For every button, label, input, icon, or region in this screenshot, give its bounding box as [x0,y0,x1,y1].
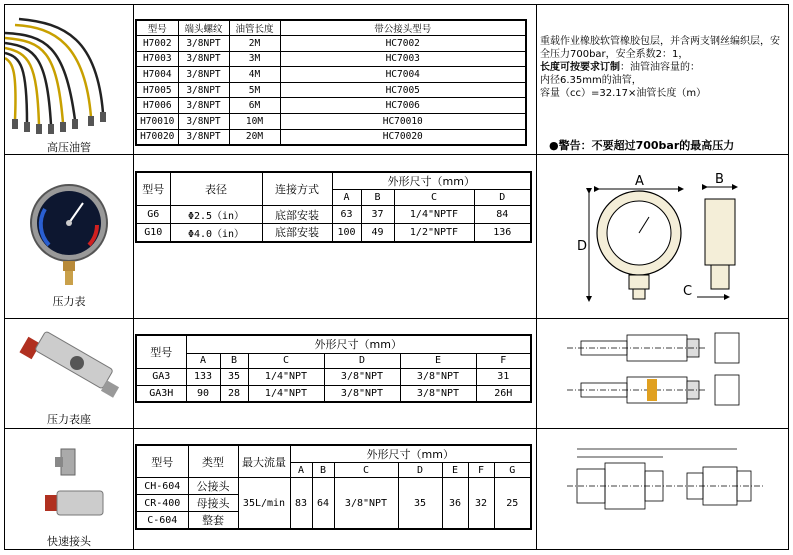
cell: A [186,353,220,368]
cell: 5M [229,82,280,98]
hose-note [540,35,788,100]
cell: 136 [474,224,531,242]
cell: H7005 [136,82,178,98]
table-row [136,114,526,130]
hose-header-model: 型号 [136,20,178,36]
hose-header-thread: 端头螺纹 [178,20,229,36]
cell: 底部安装 [262,224,332,242]
cell: 63 [332,206,361,224]
adapter-caption: 压力表座 [47,413,91,426]
cell: 3/8NPT [178,114,229,130]
cell: 1/2"NPTF [394,224,474,242]
gauge-adapter-image [5,319,133,409]
hose-note-cell [536,4,789,155]
cell: G10 [136,224,170,242]
coupler-table-cell [133,428,537,550]
cell: 35 [398,478,442,530]
cell: Φ2.5（in） [170,206,262,224]
hose-table [135,19,527,146]
table-row [136,51,526,67]
cell: 1/4"NPT [248,385,324,402]
cell: A [290,463,312,478]
hose-warning: ●警告：不要超过700bar的最高压力 [549,139,735,152]
cell: 母接头 [188,495,238,512]
cell: 31 [476,368,531,385]
cell: E [442,463,468,478]
cell: 83 [290,478,312,530]
table-row [136,385,531,402]
adapter-diagram-cell [536,318,789,429]
gauge-table-cell [133,154,537,319]
cell: D [474,190,531,206]
cell: HC7005 [280,82,526,98]
coupler-header-type: 类型 [188,445,238,478]
gauge-diagram-cell [536,154,789,319]
cell: 3/8"NPT [400,385,476,402]
gauge-caption: 压力表 [52,295,86,308]
cell: 28 [220,385,248,402]
cell: 整套 [188,512,238,530]
cell: D [324,353,400,368]
gauge-header-model: 型号 [136,172,170,206]
hose-note-line4: 容量（cc）=32.17×油管长度（m） [540,88,707,99]
table-row [136,478,531,495]
cell: 35 [220,368,248,385]
cell: 10M [229,114,280,130]
cell: 90 [186,385,220,402]
dim-label-a: A [635,174,644,189]
cell: 1/4"NPT [248,368,324,385]
cell: 25 [494,478,531,530]
coupler-table [135,444,532,530]
cell: HC70020 [280,129,526,145]
cell: H7006 [136,98,178,114]
coupler-diagram-cell [536,428,789,550]
table-row [136,82,526,98]
quick-coupler-image [5,429,133,529]
cell: 3/8NPT [178,98,229,114]
cell: A [332,190,361,206]
hose-header-coupler-model: 带公接头型号 [280,20,526,36]
cell: 64 [312,478,334,530]
hose-image-cell [4,4,134,155]
cell: HC7004 [280,67,526,83]
cell: HC7003 [280,51,526,67]
hose-note-line2: ：油管油容量的： [620,62,700,73]
table-row [136,98,526,114]
gauge-header-dim: 外形尺寸（mm） [332,172,531,190]
cell: 1/4"NPTF [394,206,474,224]
adapter-dimension-diagram [537,319,788,428]
cell: F [468,463,494,478]
hose-note-line3: 内径6.35mm的油管， [540,75,642,86]
hose-table-cell [133,4,537,155]
cell: 3/8NPT [178,51,229,67]
adapter-table [135,334,532,403]
cell: 133 [186,368,220,385]
coupler-image-cell [4,428,134,550]
cell: C [334,463,398,478]
hose-caption: 高压油管 [47,141,91,154]
adapter-table-cell [133,318,537,429]
cell: 3/8"NPT [324,368,400,385]
adapter-header-dim: 外形尺寸（mm） [186,335,531,353]
cell: C-604 [136,512,188,530]
cell: G [494,463,531,478]
cell: 3/8"NPT [334,478,398,530]
coupler-header-flow: 最大流量 [238,445,290,478]
cell: H70020 [136,129,178,145]
dim-label-d: D [577,239,588,254]
coupler-caption: 快速接头 [47,535,91,548]
cell: H7004 [136,67,178,83]
cell: HC7006 [280,98,526,114]
cell: C [248,353,324,368]
cell: F [476,353,531,368]
cell: 3/8"NPT [324,385,400,402]
gauge-header-conn: 连接方式 [262,172,332,206]
gauge-dimension-diagram [537,155,788,318]
cell: B [361,190,394,206]
cell: H7003 [136,51,178,67]
cell: B [312,463,334,478]
cell: HC70010 [280,114,526,130]
cell: 37 [361,206,394,224]
cell: 20M [229,129,280,145]
cell: 6M [229,98,280,114]
cell: CH-604 [136,478,188,495]
adapter-header-model: 型号 [136,335,186,368]
dim-label-c: C [683,284,693,299]
table-row [136,368,531,385]
cell: 2M [229,36,280,52]
cell: 49 [361,224,394,242]
coupler-dimension-diagram [537,429,788,549]
coupler-header-dim: 外形尺寸（mm） [290,445,531,463]
table-row [136,129,526,145]
hose-header-length: 油管长度 [229,20,280,36]
cell: 3/8NPT [178,36,229,52]
hose-note-line1: 重载作业橡胶软管橡胶包层，并含两支钢丝编织层，安全压力700bar，安全系数2：1， [540,36,780,60]
cell: E [400,353,476,368]
hose-note-bold: 长度可按要求订制 [540,62,620,73]
pressure-gauge-image [5,165,133,295]
hydraulic-hose-image [5,5,133,135]
cell: 26H [476,385,531,402]
cell: 3/8NPT [178,129,229,145]
cell: GA3 [136,368,186,385]
cell: GA3H [136,385,186,402]
cell: 底部安装 [262,206,332,224]
cell: D [398,463,442,478]
cell: C [394,190,474,206]
cell: 84 [474,206,531,224]
cell: 公接头 [188,478,238,495]
table-row [136,206,531,224]
dim-label-b: B [715,172,724,187]
cell: 35L/min [238,478,290,530]
cell: 4M [229,67,280,83]
cell: 36 [442,478,468,530]
coupler-header-model: 型号 [136,445,188,478]
adapter-image-cell [4,318,134,429]
cell: B [220,353,248,368]
cell: 3/8NPT [178,67,229,83]
table-row [136,36,526,52]
cell: 3/8NPT [178,82,229,98]
cell: HC7002 [280,36,526,52]
gauge-table [135,171,532,243]
cell: H7002 [136,36,178,52]
cell: CR-400 [136,495,188,512]
gauge-image-cell [4,154,134,319]
cell: 3M [229,51,280,67]
cell: 3/8"NPT [400,368,476,385]
cell: 32 [468,478,494,530]
table-row [136,224,531,242]
cell: H70010 [136,114,178,130]
cell: G6 [136,206,170,224]
cell: 100 [332,224,361,242]
table-row [136,67,526,83]
cell: Φ4.0（in） [170,224,262,242]
gauge-header-dia: 表径 [170,172,262,206]
